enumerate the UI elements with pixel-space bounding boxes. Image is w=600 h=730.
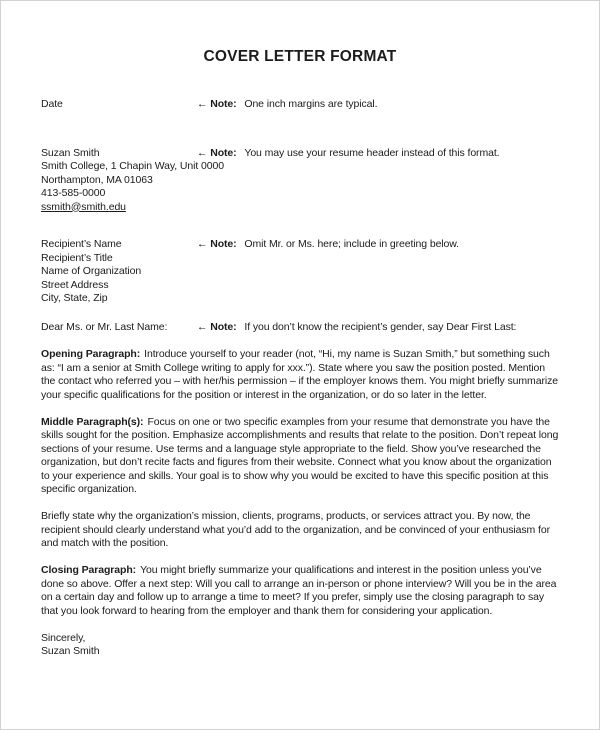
- recipient-title: Recipient’s Title: [41, 251, 113, 264]
- sender-address-line: Northampton, MA 01063: [41, 173, 153, 186]
- paragraph-heading: Closing Paragraph:: [41, 564, 137, 576]
- note-label: ← Note:: [197, 320, 237, 333]
- margin-note-sender: [197, 147, 499, 161]
- date-label: Date: [41, 98, 63, 110]
- paragraph-text: Focus on one or two specific examples from your resume that demonstrate you have the skills sought for the position. Emphasize accomplishments and results that relate to the position. Don’t repeat long sections of your resume. Use terms and a language style appropriate to the field. Show you’ve researched the organization, but don’t recite facts and figures from their website. Connect what you know about the organization to your experience and skills. Your goal is to show why you would be excited to have this specific position at this specific organization.: [41, 415, 559, 495]
- note-text: One inch margins are typical.: [244, 98, 378, 110]
- recipient-name: Recipient’s Name: [41, 238, 122, 250]
- signoff-name: Suzan Smith: [41, 645, 100, 657]
- note-label: ← Note:: [197, 146, 237, 159]
- sender-name: Suzan Smith: [41, 146, 100, 159]
- recipient-organization: Name of Organization: [41, 265, 142, 277]
- sender-block: [41, 147, 559, 215]
- sender-email: ssmith@smith.edu: [41, 200, 126, 213]
- paragraph-text: Introduce yourself to your reader (not, “Hi, my name is Suzan Smith,” but something such as: “I am a senior at Smith College writing to apply for xxx.”). State where you saw the position posted. Mention the contact who referred you – with her/his permission – if the employer knows them. You might briefly summarize your specific qualifications for the position or interest in the organization, or do so later in the letter.: [41, 348, 558, 401]
- paragraph-text: Briefly state why the organization’s mission, clients, programs, products, or services attract you. By now, the recipient should clearly understand what you’d add to the organization, and be convinced of your enthusiasm for and match with the position.: [41, 510, 550, 549]
- paragraph-text: You might briefly summarize your qualifications and interest in the position unless you’ve done so above. Offer a next step: Will you call to arrange an in-person or phone interview? Will you be in the area on a certain day and follow up to arrange a time to meet? If you prefer, simply use the closing paragraph to say that you look forward to hearing from the employer and thank them for considering your application.: [41, 564, 557, 617]
- date-row: [41, 98, 559, 112]
- greeting-label: Dear Ms. or Mr. Last Name:: [41, 320, 168, 333]
- margin-note-greeting: [197, 321, 516, 335]
- note-label: ← Note:: [197, 238, 237, 250]
- sender-address-line: Smith College, 1 Chapin Way, Unit 0000: [41, 160, 224, 172]
- briefly-paragraph: [41, 510, 559, 551]
- recipient-block: [41, 238, 559, 306]
- note-text: Omit Mr. or Ms. here; include in greeting below.: [244, 238, 460, 250]
- margin-note-recipient: [197, 238, 459, 252]
- greeting-row: [41, 321, 559, 335]
- note-text: If you don’t know the recipient’s gender, say Dear First Last:: [244, 320, 517, 333]
- closing-paragraph: [41, 564, 559, 618]
- recipient-street: Street Address: [41, 278, 109, 291]
- margin-note-date: [197, 98, 377, 112]
- middle-paragraph: [41, 416, 559, 497]
- paragraph-heading: Middle Paragraph(s):: [41, 415, 144, 428]
- letter-body: [41, 348, 559, 618]
- note-text: You may use your resume header instead of this format.: [244, 146, 500, 159]
- sender-phone: 413-585-0000: [41, 187, 106, 199]
- signoff-block: [41, 632, 559, 659]
- note-label: ← Note:: [197, 98, 237, 110]
- opening-paragraph: [41, 348, 559, 402]
- recipient-city: City, State, Zip: [41, 292, 108, 304]
- signoff-closing: Sincerely,: [41, 631, 86, 644]
- page-title: COVER LETTER FORMAT: [203, 48, 397, 65]
- paragraph-heading: Opening Paragraph:: [41, 348, 141, 360]
